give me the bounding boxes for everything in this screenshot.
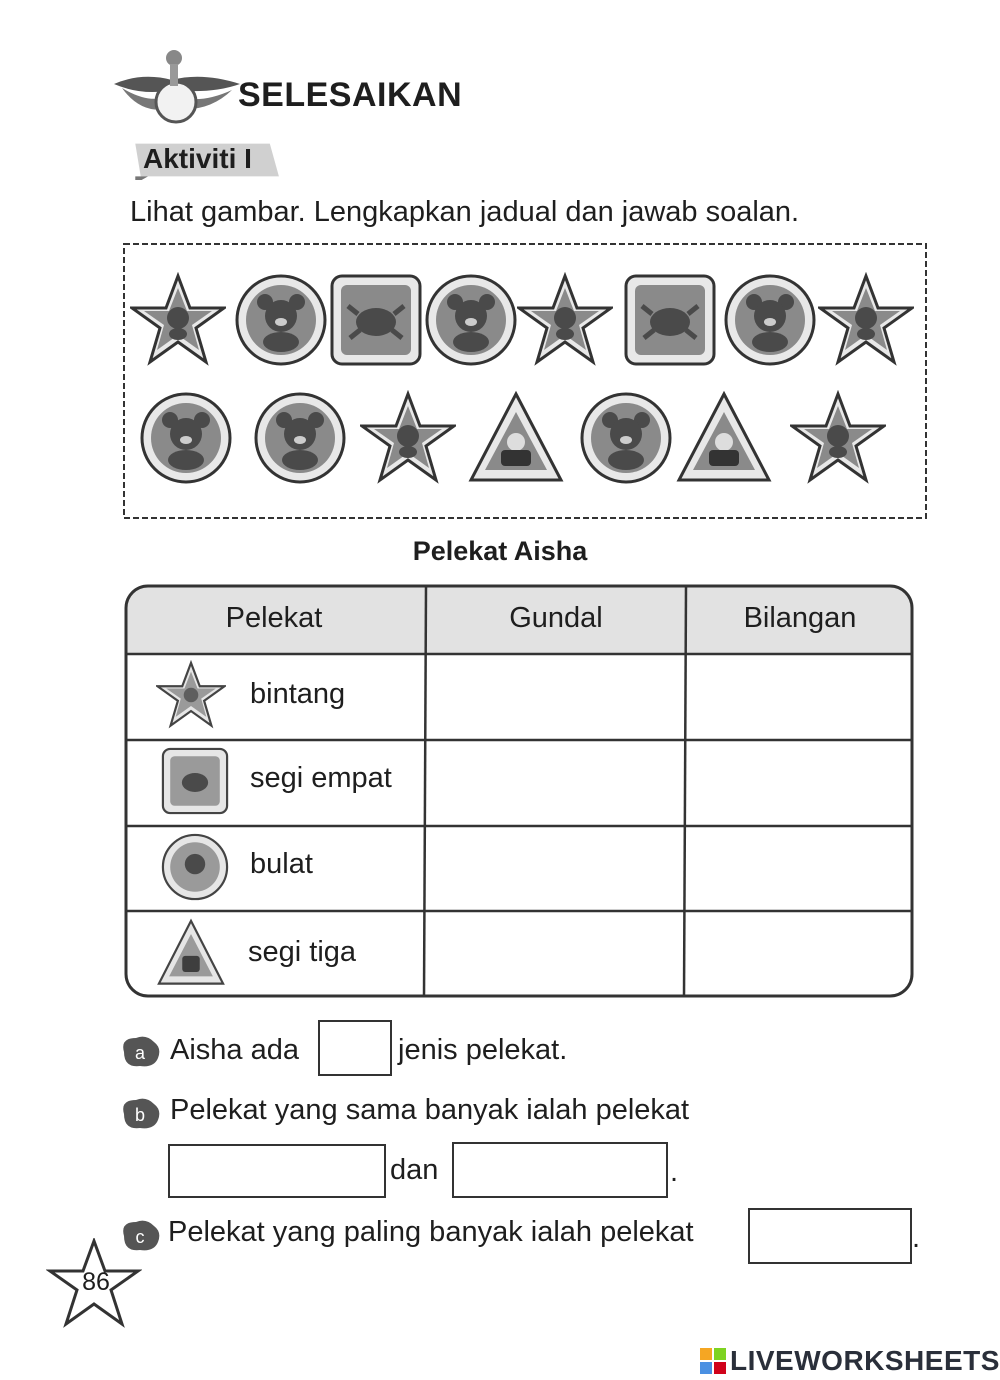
mascot-icon <box>112 44 242 130</box>
gundal-cell-bintang[interactable] <box>428 656 684 738</box>
header-pelekat: Pelekat <box>225 601 323 634</box>
circle-sticker-icon <box>138 390 234 486</box>
instruction-text: Lihat gambar. Lengkapkan jadual dan jawab soalan. <box>130 196 800 228</box>
svg-text:b: b <box>134 1105 146 1125</box>
row-label-bulat: bulat <box>250 848 313 880</box>
square-sticker-icon <box>622 272 718 368</box>
header-bilangan: Bilangan <box>743 601 857 634</box>
circle-sticker-icon <box>578 390 674 486</box>
circle-sticker-icon <box>252 390 348 486</box>
header-gundal: Gundal <box>509 601 603 634</box>
star-sticker-icon <box>360 390 456 486</box>
question-c-end: . <box>912 1222 921 1254</box>
bilangan-cell-segi-tiga[interactable] <box>688 913 910 995</box>
gundal-cell-segi-empat[interactable] <box>428 742 684 824</box>
page-title: SELESAIKAN <box>238 76 463 114</box>
star-sticker-icon <box>156 660 226 730</box>
circle-sticker-icon <box>423 272 519 368</box>
star-sticker-icon <box>130 272 226 368</box>
gundal-cell-segi-tiga[interactable] <box>428 913 684 995</box>
answer-box-c[interactable] <box>748 1208 912 1264</box>
bilangan-cell-bintang[interactable] <box>688 656 910 738</box>
star-sticker-icon <box>818 272 914 368</box>
circle-sticker-icon <box>722 272 818 368</box>
svg-text:a: a <box>134 1043 146 1063</box>
question-c-text: Pelekat yang paling banyak ialah pelekat <box>168 1216 694 1248</box>
svg-text:c: c <box>135 1227 145 1247</box>
question-a-badge <box>118 1034 162 1070</box>
triangle-sticker-icon <box>468 390 564 486</box>
gundal-cell-bulat[interactable] <box>428 828 684 909</box>
brand-text: LIVEWORKSHEETS <box>730 1345 1000 1376</box>
question-b-badge <box>118 1096 162 1132</box>
question-b-end: . <box>670 1156 679 1188</box>
answer-box-b1[interactable] <box>168 1144 386 1198</box>
activity-label: Aktiviti I <box>143 143 252 174</box>
page-number: 86 <box>82 1268 110 1296</box>
triangle-sticker-icon <box>156 918 226 988</box>
bilangan-cell-bulat[interactable] <box>688 828 910 909</box>
star-sticker-icon <box>517 272 613 368</box>
liveworksheets-logo-icon <box>700 1348 726 1374</box>
question-a-text: Aisha ada <box>170 1034 299 1066</box>
row-label-bintang: bintang <box>250 678 346 710</box>
triangle-sticker-icon <box>676 390 772 486</box>
square-sticker-icon <box>328 272 424 368</box>
circle-sticker-icon <box>160 832 230 902</box>
star-sticker-icon <box>790 390 886 486</box>
row-label-segi-tiga: segi tiga <box>248 936 357 968</box>
row-label-segi-empat: segi empat <box>250 762 392 794</box>
question-b-joiner: dan <box>390 1154 439 1186</box>
bilangan-cell-segi-empat[interactable] <box>688 742 910 824</box>
square-sticker-icon <box>160 746 230 816</box>
answer-box-a[interactable] <box>318 1020 392 1076</box>
question-a-text-after: jenis pelekat. <box>398 1034 568 1066</box>
table-caption: Pelekat Aisha <box>412 536 588 566</box>
question-b-text: Pelekat yang sama banyak ialah pelekat <box>170 1094 690 1126</box>
sticker-table <box>124 584 914 998</box>
circle-sticker-icon <box>233 272 329 368</box>
brand-watermark <box>700 1345 1000 1377</box>
answer-box-b2[interactable] <box>452 1142 668 1198</box>
